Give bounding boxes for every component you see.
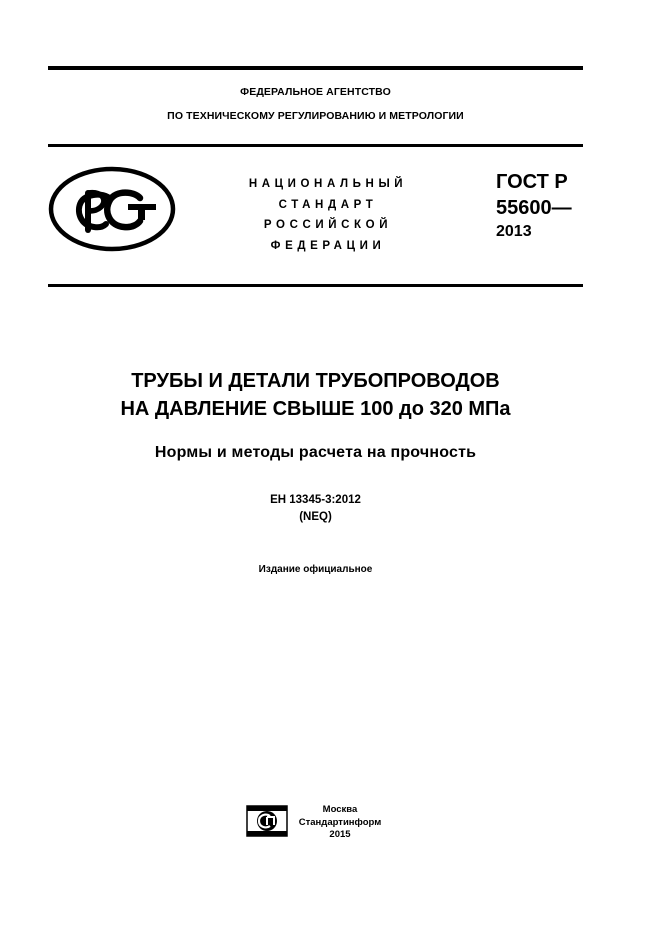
designation-number: 55600— [496, 197, 572, 219]
designation-year: 2013 [496, 223, 532, 240]
title-line-1: ТРУБЫ И ДЕТАЛИ ТРУБОПРОВОДОВ [131, 370, 500, 392]
header-divider [48, 144, 583, 147]
standartinform-logo-icon [246, 805, 288, 837]
title-line-2: НА ДАВЛЕНИЕ СВЫШЕ 100 до 320 МПа [120, 398, 511, 420]
reference-standard [48, 492, 583, 526]
document-title [48, 367, 583, 423]
standard-designation [496, 169, 572, 243]
standard-type-line: НАЦИОНАЛЬНЫЙ [248, 178, 408, 190]
standard-type-line: ФЕДЕРАЦИИ [270, 239, 386, 252]
document-subtitle: Нормы и методы расчета на прочность [154, 444, 477, 461]
publisher-year: 2015 [329, 829, 351, 840]
top-divider [48, 66, 583, 70]
designation-prefix: ГОСТ Р [496, 171, 568, 193]
reference-note: (NEQ) [299, 511, 332, 523]
standard-type-line: РОССИЙСКОЙ [263, 219, 393, 231]
standard-type-line: СТАНДАРТ [278, 198, 378, 211]
publisher-name: Стандартинформ [298, 816, 382, 828]
section-divider [48, 284, 583, 287]
gost-r-emblem-icon [48, 166, 176, 252]
edition-label: Издание официальное [258, 564, 373, 575]
agency-line-2: ПО ТЕХНИЧЕСКОМУ РЕГУЛИРОВАНИЮ И МЕТРОЛОГИИ [167, 110, 464, 122]
national-standard-label [222, 174, 434, 256]
reference-code: ЕН 13345-3:2012 [270, 494, 361, 506]
publisher-block [292, 804, 388, 842]
publisher-city: Москва [322, 804, 358, 815]
agency-line-1: ФЕДЕРАЛЬНОЕ АГЕНТСТВО [240, 86, 391, 98]
